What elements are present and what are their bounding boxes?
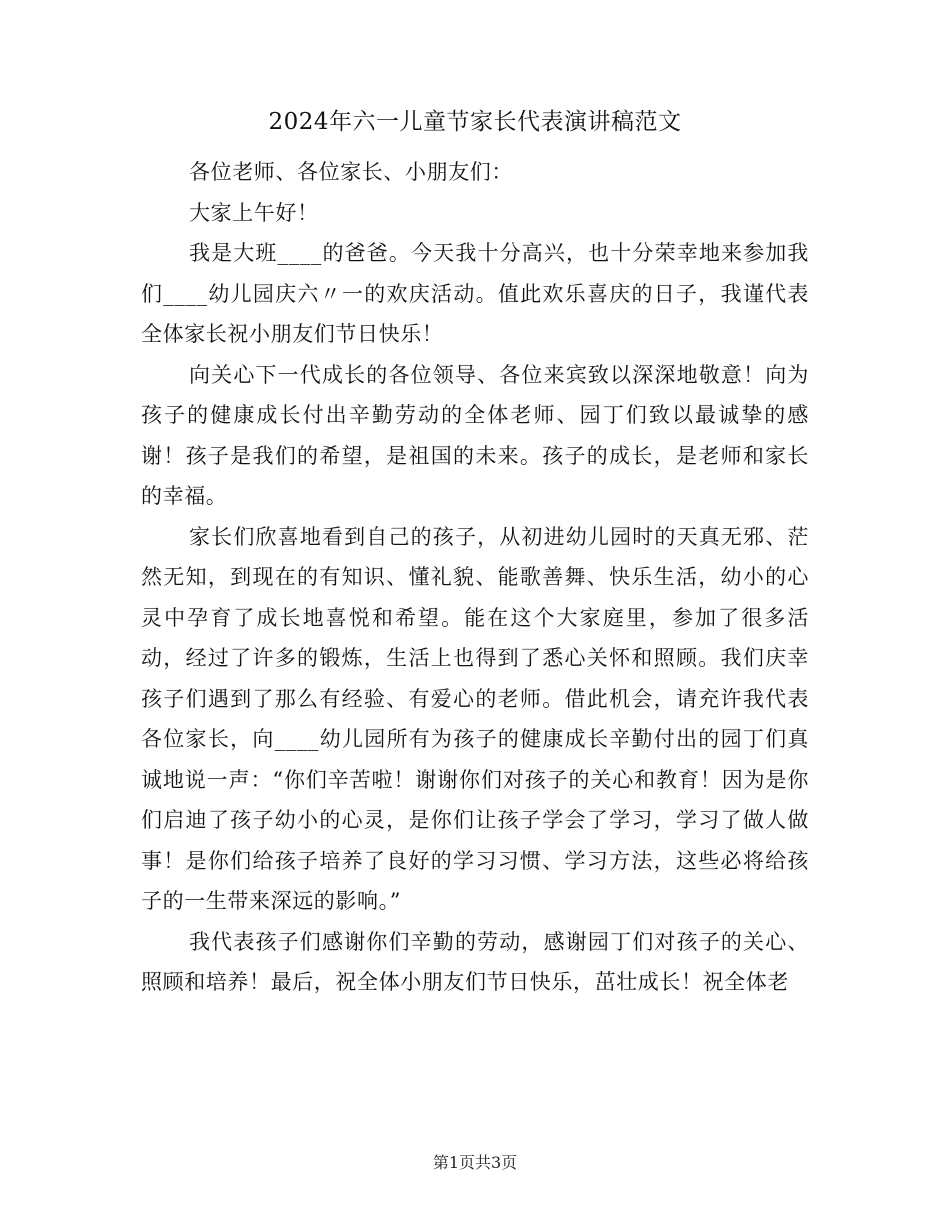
paragraph-thanks: 向关心下一代成长的各位领导、各位来宾致以深深地敬意！向为孩子的健康成长付出辛勤劳动的全体老师、园丁们致以最诚挚的感谢！孩子是我们的希望，是祖国的未来。孩子的成长，是老师和家长的幸福。 xyxy=(141,362,809,508)
document-title: 2024年六一儿童节家长代表演讲稿范文 xyxy=(268,109,682,135)
paragraph-growth: 家长们欣喜地看到自己的孩子，从初进幼儿园时的天真无邪、茫然无知，到现在的有知识、懂礼貌、能歌善舞、快乐生活，幼小的心灵中孕育了成长地喜悦和希望。能在这个大家庭里，参加了很多活动，经过了许多的锻炼，生活上也得到了悉心关怀和照顾。我们庆幸孩子们遇到了那么有经验、有爱心的老师。借此机会，请充许我代表各位家长，向____幼儿园所有为孩子的健康成长辛勤付出的园丁们真诚地说一声：“你们辛苦啦！谢谢你们对孩子的关心和教育！因为是你们启迪了孩子幼小的心灵，是你们让孩子学会了学习，学习了做人做事！是你们给孩子培养了良好的学习习惯、学习方法，这些必将给孩子的一生带来深远的影响。” xyxy=(141,524,809,913)
paragraph-closing: 我代表孩子们感谢你们辛勤的劳动，感谢园丁们对孩子的关心、照顾和培养！最后，祝全体小朋友们节日快乐，茁壮成长！祝全体老 xyxy=(141,929,809,994)
paragraph-introduction: 我是大班____的爸爸。今天我十分高兴，也十分荣幸地来参加我们____幼儿园庆六〃一的欢庆活动。值此欢乐喜庆的日子，我谨代表全体家长祝小朋友们节日快乐！ xyxy=(141,241,809,346)
document-body xyxy=(141,152,809,1003)
page-number-footer: 第1页共3页 xyxy=(432,1153,518,1172)
paragraph-salutation: 各位老师、各位家长、小朋友们： xyxy=(189,160,513,184)
paragraph-greeting: 大家上午好！ xyxy=(189,200,319,225)
